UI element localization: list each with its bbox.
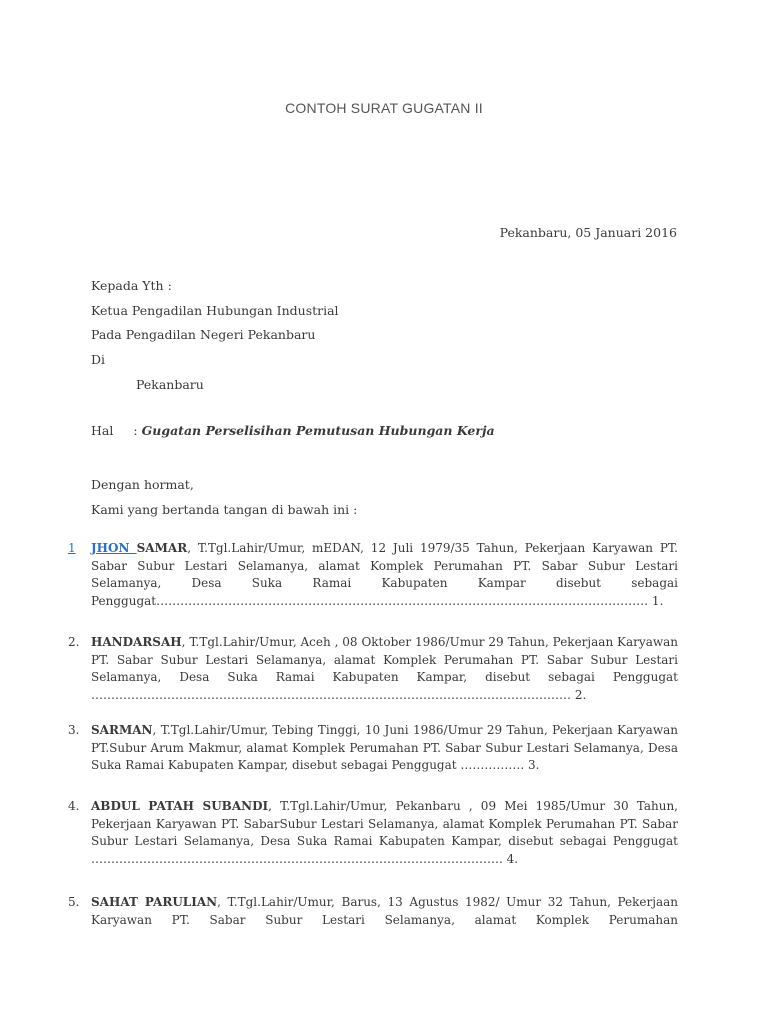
subject-text: Gugatan Perselisihan Pemutusan Hubungan Kerja	[141, 423, 495, 438]
plaintiff-text	[91, 722, 678, 775]
plaintiff-details: , T.Tgl.Lahir/Umur, Aceh , 08 Oktober 1986/Umur 29 Tahun, Pekerjaan Karyawan PT. Sabar Subur Lestari Selamanya, alamat Komplek Perumahan PT. Sabar Subur Lestari Selamanya, Desa Suka Ramai Kabupaten Kampar, disebut sebagai Penggugat ………………………………………………………………………………………………………… 2.	[91, 635, 678, 702]
plaintiff-details: , T.Tgl.Lahir/Umur, Pekanbaru , 09 Mei 1985/Umur 30 Tahun, Pekerjaan Karyawan PT. SabarSubur Lestari Selamanya, alamat Komplek Perumahan PT. Sabar Subur Lestari Selamanya, Desa Suka Ramai Kabupaten Kampar, disebut sebagai Penggugat …………………………………………………………………………………………. 4.	[91, 799, 678, 866]
plaintiff-details: , T.Tgl.Lahir/Umur, Barus, 13 Agustus 1982/ Umur 32 Tahun, Pekerjaan Karyawan PT. Sabar Subur Lestari Selamanya, alamat Komplek Perumahan	[91, 895, 679, 927]
plaintiff-name-link[interactable]: JHON	[91, 541, 137, 555]
recipient-city: Pekanbaru	[136, 376, 204, 392]
plaintiff-name: ABDUL PATAH SUBANDI	[91, 799, 269, 813]
plaintiff-text	[91, 540, 678, 610]
plaintiff-details: , T.Tgl.Lahir/Umur, Tebing Tinggi, 10 Juni 1986/Umur 29 Tahun, Pekerjaan Karyawan PT.Subur Arum Makmur, alamat Komplek Perumahan PT. Sabar Subur Lestari Selamanya, Desa Suka Ramai Kabupaten Kampar, disebut sebagai Penggugat ……………. 3.	[91, 723, 678, 772]
document-title: CONTOH SURAT GUGATAN II	[285, 100, 483, 116]
intro-text: Kami yang bertanda tangan di bawah ini :	[91, 501, 358, 517]
plaintiff-text	[91, 894, 678, 929]
plaintiff-name: HANDARSAH	[91, 635, 182, 649]
recipient-line: Kepada Yth :	[91, 278, 172, 293]
plaintiff-number[interactable]: 1	[68, 541, 76, 555]
recipient-line: Di	[91, 352, 106, 368]
plaintiff-details: , T.Tgl.Lahir/Umur, mEDAN, 12 Juli 1979/35 Tahun, Pekerjaan Karyawan PT. Sabar Subur Lestari Selamanya, alamat Komplek Perumahan PT. Sabar Subur Lestari Selamanya, Desa Suka Ramai Kabupaten Kampar disebut sebagai Penggugat…………………………………………………………………………………………………………… 1.	[91, 541, 678, 608]
plaintiff-name: SAMAR	[136, 541, 188, 555]
plaintiff-number: 3.	[68, 723, 80, 737]
place-date: Pekanbaru, 05 Januari 2016	[499, 225, 677, 240]
plaintiff-item	[68, 540, 678, 610]
greeting: Dengan hormat,	[91, 477, 194, 492]
plaintiff-number: 5.	[68, 895, 80, 909]
plaintiff-text	[91, 634, 678, 704]
plaintiff-name: SAHAT PARULIAN	[91, 895, 218, 909]
plaintiff-text	[91, 798, 678, 868]
plaintiff-item	[68, 722, 678, 775]
recipient-line: Ketua Pengadilan Hubungan Industrial	[91, 302, 339, 318]
plaintiff-name: SARMAN	[91, 723, 153, 737]
greeting-block	[91, 473, 357, 522]
recipient-line: Pada Pengadilan Negeri Pekanbaru	[91, 327, 316, 343]
plaintiff-number: 2.	[68, 635, 80, 649]
plaintiff-number: 4.	[68, 799, 80, 813]
recipient-block	[91, 274, 339, 398]
subject-label: Hal	[91, 423, 114, 438]
plaintiff-item	[68, 634, 678, 704]
plaintiff-item	[68, 894, 678, 929]
subject-line	[91, 423, 495, 438]
plaintiff-item	[68, 798, 678, 868]
subject-colon: :	[133, 423, 138, 438]
